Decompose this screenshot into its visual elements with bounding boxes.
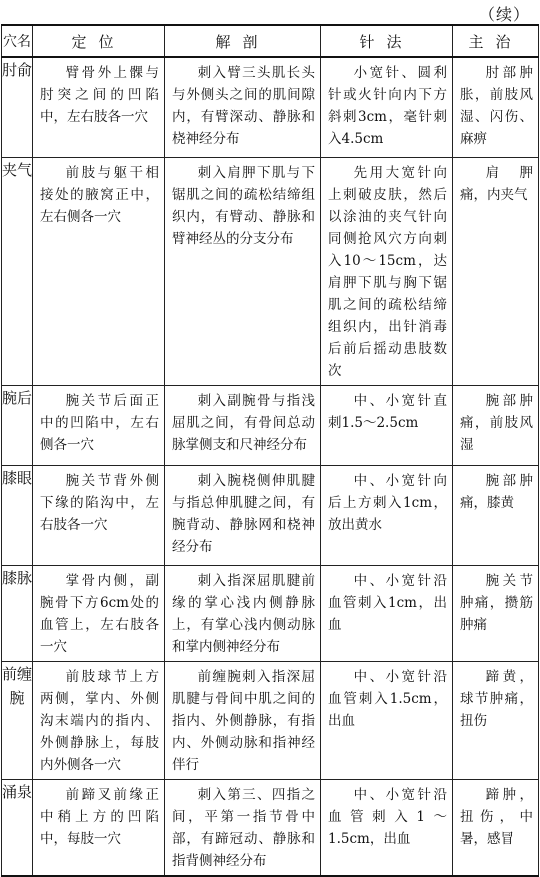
acupoint-name: 前缠腕 bbox=[2, 661, 33, 779]
location-cell: 前肢球节上方两侧，掌内、外侧沟末端内的指内、外侧静脉上，每肢内外侧各一穴 bbox=[33, 661, 165, 779]
header-needling-method: 针法 bbox=[321, 25, 453, 57]
indication-cell: 蹄肿，扭伤，中暑，感冒 bbox=[453, 779, 539, 876]
acupoint-table bbox=[1, 24, 539, 877]
indication-cell: 腕关节肿痛，攒筋肿痛 bbox=[453, 565, 539, 661]
header-anatomy: 解剖 bbox=[165, 25, 321, 57]
header-location: 定位 bbox=[33, 25, 165, 57]
acupoint-name: 腕后 bbox=[2, 385, 33, 465]
method-cell: 中、小宽针沿血管刺入1～1.5cm，出血 bbox=[321, 779, 453, 876]
indication-cell: 腕部肿痛，前肢风湿 bbox=[453, 385, 539, 465]
location-cell: 臂骨外上髁与肘突之间的凹陷中，左右肢各一穴 bbox=[33, 57, 165, 157]
acupoint-name: 膝脉 bbox=[2, 565, 33, 661]
location-cell: 前蹄叉前缘正中稍上方的凹陷中，每肢一穴 bbox=[33, 779, 165, 876]
location-cell: 腕关节后面正中的凹陷中，左右侧各一穴 bbox=[33, 385, 165, 465]
anatomy-cell: 刺入副腕骨与指浅屈肌之间，有骨间总动脉掌侧支和尺神经分布 bbox=[165, 385, 321, 465]
acupoint-name: 夹气 bbox=[2, 157, 33, 385]
location-cell: 前肢与躯干相接处的腋窝正中，左右侧各一穴 bbox=[33, 157, 165, 385]
header-indication: 主治 bbox=[453, 25, 539, 57]
anatomy-cell: 刺入第三、四指之间，平第一指节骨中部，有蹄冠动、静脉和指背侧神经分布 bbox=[165, 779, 321, 876]
indication-cell: 肘部肿胀，前肢风湿、闪伤、麻痹 bbox=[453, 57, 539, 157]
anatomy-cell: 刺入腕桡侧伸肌腱与指总伸肌腱之间，有腕背动、静脉网和桡神经分布 bbox=[165, 465, 321, 565]
anatomy-cell: 刺入指深屈肌腱前缘的掌心浅内侧静脉上，有掌心浅内侧动脉和掌内侧神经分布 bbox=[165, 565, 321, 661]
acupoint-name: 涌泉 bbox=[2, 779, 33, 876]
acupoint-name: 肘俞 bbox=[2, 57, 33, 157]
indication-cell: 肩胛痛，内夹气 bbox=[453, 157, 539, 385]
table-row bbox=[2, 565, 539, 661]
table-row bbox=[2, 385, 539, 465]
anatomy-cell: 刺入臂三头肌长头与外侧头之间的肌间隙内，有臂深动、静脉和桡神经分布 bbox=[165, 57, 321, 157]
continued-label: （续） bbox=[478, 5, 530, 24]
table-row bbox=[2, 57, 539, 157]
table-row bbox=[2, 661, 539, 779]
method-cell: 中、小宽针沿血管刺入1cm，出血 bbox=[321, 565, 453, 661]
header-acupoint-name: 穴名 bbox=[2, 25, 33, 57]
table-row bbox=[2, 465, 539, 565]
location-cell: 掌骨内侧，副腕骨下方6cm处的血管上，左右肢各一穴 bbox=[33, 565, 165, 661]
header-row bbox=[2, 25, 539, 57]
anatomy-cell: 刺入肩胛下肌与下锯肌之间的疏松结缔组织内，有臂动、静脉和臂神经丛的分支分布 bbox=[165, 157, 321, 385]
method-cell: 中、小宽针直刺1.5～2.5cm bbox=[321, 385, 453, 465]
method-cell: 中、小宽针向后上方刺入1cm，放出黄水 bbox=[321, 465, 453, 565]
method-cell: 先用大宽针向上刺破皮肤，然后以涂油的夹气针向同侧抢风穴方向刺入10～15cm，达肩胛下肌与胸下锯肌之间的疏松结缔组织内，出针消毒后前后摇动患肢数次 bbox=[321, 157, 453, 385]
method-cell: 中、小宽针沿血管刺入1.5cm，出血 bbox=[321, 661, 453, 779]
indication-cell: 腕部肿痛，膝黄 bbox=[453, 465, 539, 565]
table-row bbox=[2, 157, 539, 385]
location-cell: 腕关节背外侧下缘的陷沟中，左右肢各一穴 bbox=[33, 465, 165, 565]
acupoint-name: 膝眼 bbox=[2, 465, 33, 565]
indication-cell: 蹄黄，球节肿痛，扭伤 bbox=[453, 661, 539, 779]
method-cell: 小宽针、圆利针或火针向内下方斜刺3cm，毫针刺入4.5cm bbox=[321, 57, 453, 157]
anatomy-cell: 前缠腕刺入指深屈肌腱与骨间中肌之间的指内、外侧静脉，有指内、外侧动脉和指神经伴行 bbox=[165, 661, 321, 779]
table-row bbox=[2, 779, 539, 876]
